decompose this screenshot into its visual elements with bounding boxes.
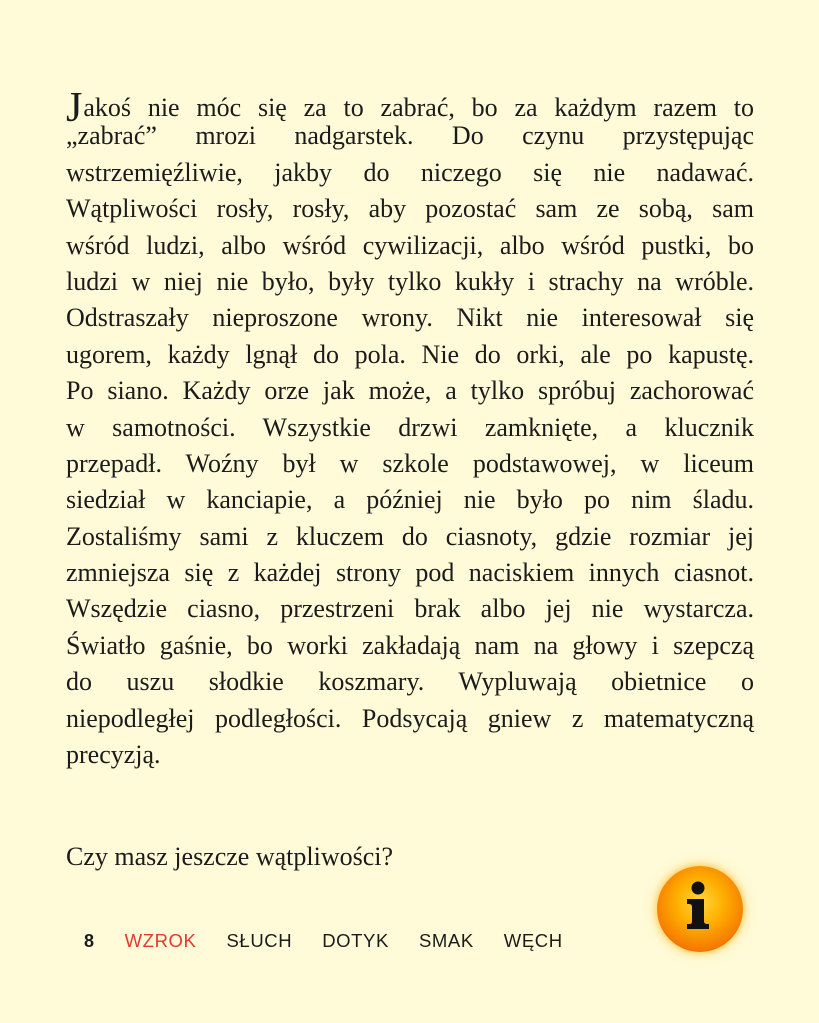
text-line xyxy=(66,82,754,131)
text-line: zmniejsza się z każdej strony pod naciskiem innych ciasnot. xyxy=(66,558,754,588)
footer-nav xyxy=(84,928,593,954)
nav-item-smak[interactable]: SMAK xyxy=(418,930,474,951)
main-text xyxy=(66,82,754,773)
closing-question: Czy masz jeszcze wątpliwości? xyxy=(66,842,394,871)
text-line: Światło gaśnie, bo worki zakładają nam na głowy i szepczą xyxy=(66,630,754,660)
text-line: w samotności. Wszystkie drzwi zamknięte, a klucznik xyxy=(66,412,754,442)
text-line: do uszu słodkie koszmary. Wypluwają obietnice o xyxy=(66,667,754,697)
text-line-content: akoś nie móc się za to zabrać, bo za każdym razem to xyxy=(83,93,754,122)
text-line: przepadł. Woźny był w szkole podstawowej, w liceum xyxy=(66,448,754,478)
text-line: siedział w kanciapie, a później nie było po nim śladu. xyxy=(66,485,754,515)
text-line: niepodległej podległości. Podsycają gniew z matematyczną xyxy=(66,703,754,733)
info-icon xyxy=(657,866,743,952)
text-line: Odstraszały nieproszone wrony. Nikt nie interesował się xyxy=(66,303,754,333)
text-line: precyzją. xyxy=(66,740,161,770)
text-line: Zostaliśmy sami z kluczem do ciasnoty, gdzie rozmiar jej xyxy=(66,521,754,551)
text-line: ugorem, każdy lgnął do pola. Nie do orki, ale po kapustę. xyxy=(66,339,754,369)
nav-item-wzrok[interactable]: WZROK xyxy=(124,930,197,951)
body-paragraph xyxy=(66,82,754,773)
text-line: „zabrać” mrozi nadgarstek. Do czynu przystępując xyxy=(66,121,754,151)
text-line: Wątpliwości rosły, rosły, aby pozostać sam ze sobą, sam xyxy=(66,194,754,224)
drop-cap: J xyxy=(66,85,83,131)
info-button[interactable] xyxy=(657,866,743,952)
page-number: 8 xyxy=(84,930,95,951)
text-line: wstrzemięźliwie, jakby do niczego się nie nadawać. xyxy=(66,157,754,187)
text-line: wśród ludzi, albo wśród cywilizacji, albo wśród pustki, bo xyxy=(66,230,754,260)
text-line: Po siano. Każdy orze jak może, a tylko spróbuj zachorować xyxy=(66,376,754,406)
nav-item-sluch[interactable]: SŁUCH xyxy=(226,930,293,951)
text-line: ludzi w niej nie było, były tylko kukły i strachy na wróble. xyxy=(66,266,754,296)
nav-item-dotyk[interactable]: DOTYK xyxy=(322,930,389,951)
nav-item-wech[interactable]: WĘCH xyxy=(503,930,563,951)
text-line: Wszędzie ciasno, przestrzeni brak albo jej nie wystarcza. xyxy=(66,594,754,624)
